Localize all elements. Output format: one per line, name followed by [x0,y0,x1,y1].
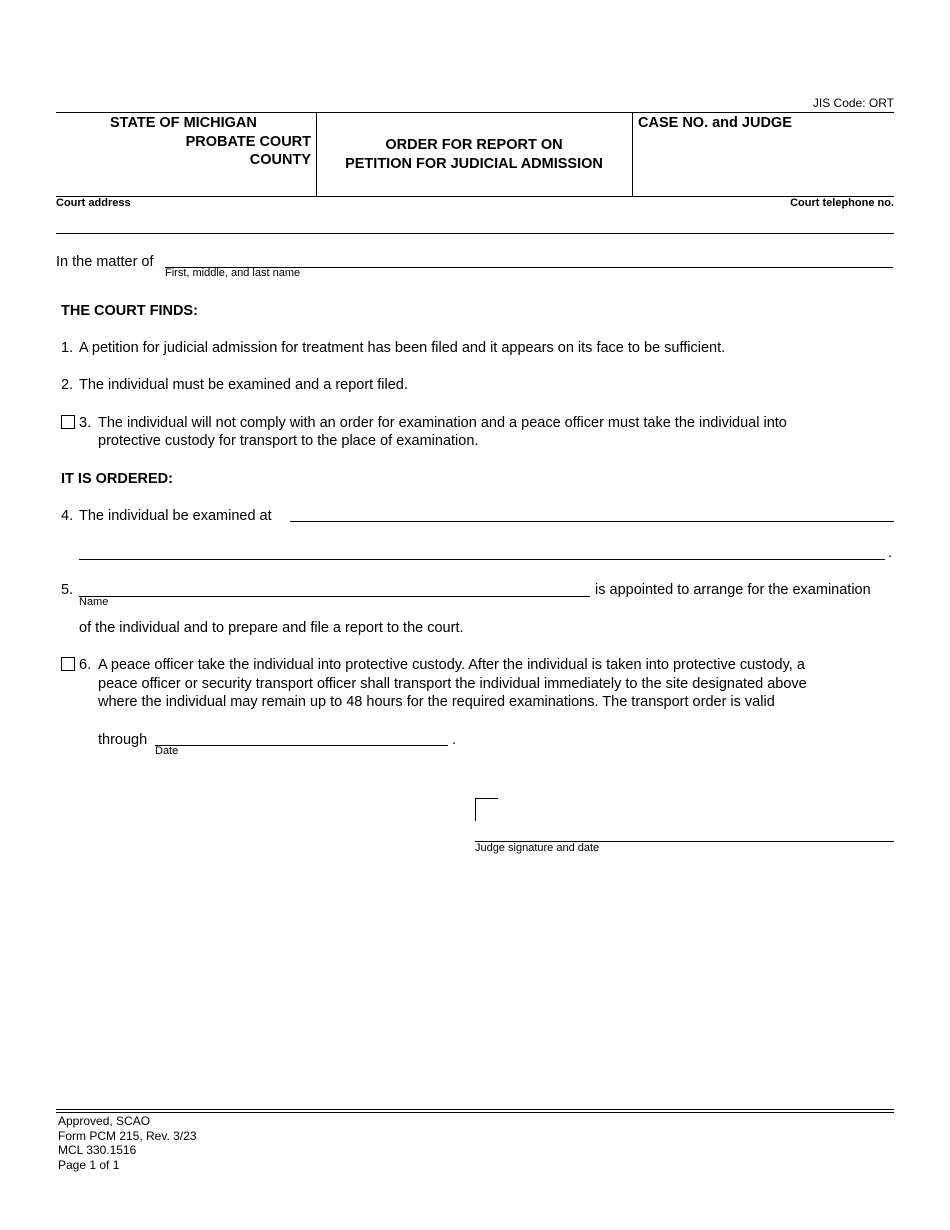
footer-approved: Approved, SCAO [58,1114,151,1128]
matter-name-caption: First, middle, and last name [165,267,301,279]
form-title-line1: ORDER FOR REPORT ON [385,137,563,153]
footer-rule-2 [56,1112,894,1113]
signature-corner-mark [475,798,498,821]
judge-signature-caption: Judge signature and date [475,842,600,854]
finding-3-text-line2: protective custody for transport to the place of examination. [98,433,479,449]
finding-2-text: The individual must be examined and a report filed. [79,377,408,393]
header-top-rule [56,112,894,113]
appointee-name-caption: Name [79,596,109,608]
through-period: . [452,732,457,748]
court-finds-heading: THE COURT FINDS: [61,303,198,319]
order-4-period: . [888,545,893,561]
matter-name-input[interactable] [165,249,893,268]
footer-rule-1 [56,1109,894,1110]
through-label: through [98,732,148,748]
appointee-name-input[interactable] [79,578,590,597]
court-label: PROBATE COURT [185,134,311,150]
exam-location-input-1[interactable] [290,503,894,522]
jis-code: JIS Code: ORT [812,96,894,110]
order-5-text-a: is appointed to arrange for the examination [595,582,871,598]
matter-label: In the matter of [56,254,154,270]
order-4-text: The individual be examined at [79,508,272,524]
order-6-checkbox[interactable] [61,657,75,671]
order-5-number: 5. [61,582,74,598]
footer-page: Page 1 of 1 [58,1158,120,1172]
address-rule [56,233,894,234]
court-phone-input[interactable] [700,213,894,231]
finding-3-text-line1: The individual will not comply with an order for examination and a peace officer must take the individual into [98,415,787,431]
county-label: COUNTY [249,152,311,168]
finding-2-number: 2. [61,377,74,393]
it-is-ordered-heading: IT IS ORDERED: [61,471,173,487]
court-address-input[interactable] [56,213,616,231]
finding-3-number: 3. [79,415,92,431]
finding-1-text: A petition for judicial admission for treatment has been filed and it appears on its face to be sufficient. [79,340,726,356]
court-phone-label: Court telephone no. [790,197,894,209]
form-title-line2: PETITION FOR JUDICIAL ADMISSION [345,156,603,172]
order-6-text-line1: A peace officer take the individual into protective custody. After the individual is taken into protective custody, a [98,657,805,673]
finding-3-checkbox[interactable] [61,415,75,429]
header-divider-left [316,112,317,196]
order-5-text-b: of the individual and to prepare and file a report to the court. [79,620,464,636]
case-no-input[interactable] [640,140,885,158]
footer-statute: MCL 330.1516 [58,1143,137,1157]
case-no-label: CASE NO. and JUDGE [638,115,792,131]
finding-1-number: 1. [61,340,74,356]
through-date-caption: Date [155,745,179,757]
order-4-number: 4. [61,508,74,524]
header-divider-right [632,112,633,196]
order-6-text-line2: peace officer or security transport officer shall transport the individual immediately to the site designated above [98,676,807,692]
order-6-text-line3: where the individual may remain up to 48 hours for the required examinations. The transport order is valid [98,694,775,710]
footer-form-number: Form PCM 215, Rev. 3/23 [58,1129,197,1143]
exam-location-input-2[interactable] [79,541,885,560]
state-label: STATE OF MICHIGAN [110,115,257,131]
order-6-number: 6. [79,657,92,673]
through-date-input[interactable] [155,727,448,746]
court-address-label: Court address [56,197,131,209]
judge-signature-input[interactable] [475,823,894,842]
header-bottom-rule [56,196,894,197]
